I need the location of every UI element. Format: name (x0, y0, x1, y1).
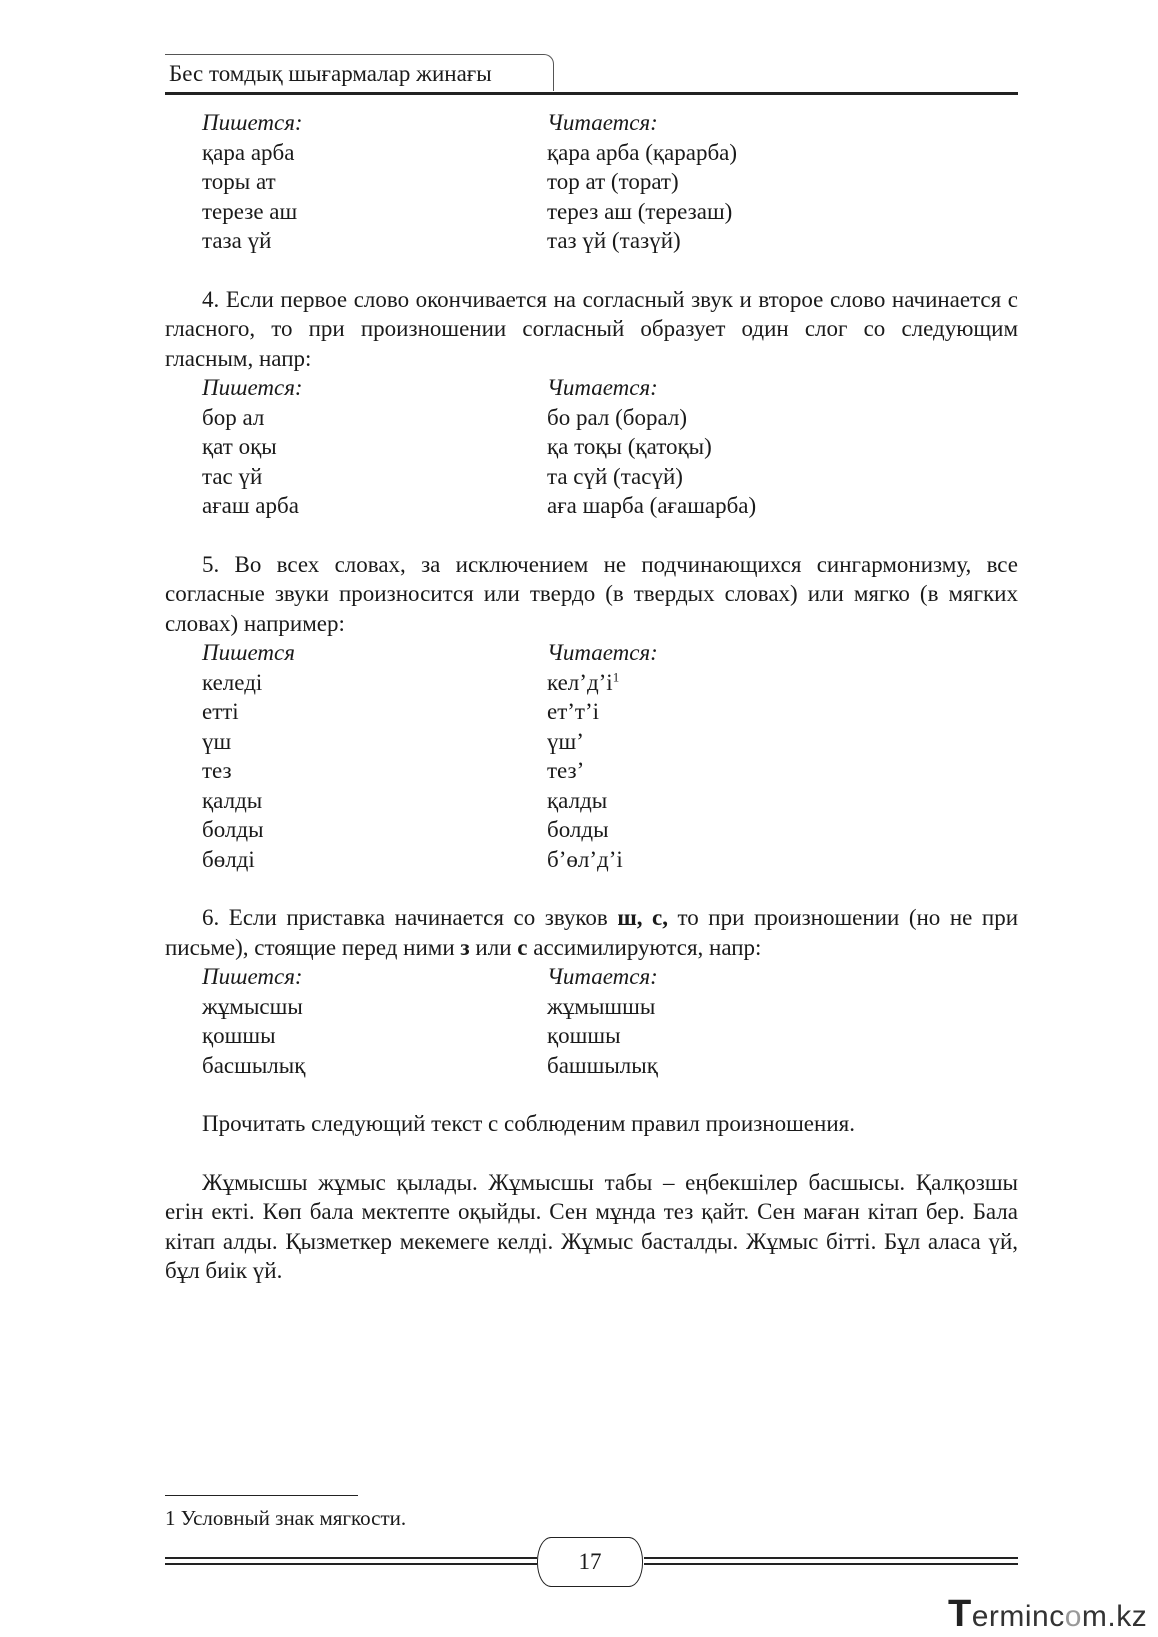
read-form: терез аш (терезаш) (547, 198, 733, 224)
read-form: болды (547, 817, 609, 842)
footnote: 1 Условный знак мягкости. (165, 1506, 407, 1530)
table-row (202, 226, 1018, 256)
read-form: б’өл’д’і (547, 846, 623, 872)
table-row (202, 432, 1018, 462)
table-row (202, 697, 1018, 727)
written-form: терезе аш (202, 198, 298, 224)
rule-6-text: ассимилируются, напр: (527, 934, 762, 960)
book-title: Бес томдық шығармалар жинағы (169, 61, 492, 86)
table-row (202, 815, 1018, 845)
read-form: жұмышшы (547, 993, 656, 1019)
written-form: тез (202, 758, 232, 783)
written-header: Пишется: (202, 964, 303, 989)
table-row (202, 197, 1018, 227)
written-header: Пишется: (202, 375, 303, 400)
written-form: қалды (202, 787, 263, 813)
table-row (202, 491, 1018, 521)
rule-6-bold: ш, с, (617, 905, 668, 930)
read-form: та сүй (тасүй) (547, 463, 683, 489)
footnote-rule (165, 1495, 358, 1496)
table-row (202, 727, 1018, 757)
read-form: ет’т’і (547, 699, 600, 724)
watermark-text: m.kz (1081, 1600, 1148, 1633)
written-form: қара арба (202, 139, 295, 165)
page-footer (165, 1537, 1018, 1589)
read-header: Читается: (547, 375, 658, 400)
footer-rule-left (165, 1557, 537, 1559)
rule-6-text: или (469, 934, 518, 960)
written-form: бөлді (202, 846, 255, 872)
written-form: таза үй (202, 228, 272, 253)
rule-6-bold: з (460, 934, 470, 960)
rule-6-bold: с (517, 934, 528, 960)
header-rule (165, 92, 1018, 95)
read-form-text: кел’д’і (547, 669, 613, 695)
read-form: тор ат (торат) (547, 169, 679, 194)
watermark-text: erminc (971, 1600, 1065, 1633)
example-table-3 (202, 638, 1018, 874)
watermark-letter: T (948, 1593, 972, 1635)
table-row (202, 845, 1018, 875)
footnote-marker: 1 (612, 668, 620, 684)
written-form: торы ат (202, 169, 276, 194)
table-row (202, 1051, 1018, 1081)
read-form: қа тоқы (қатоқы) (547, 434, 712, 459)
instruction-paragraph: Прочитать следующий текст с соблюденим правил произношения. (202, 1111, 855, 1136)
table-row (202, 786, 1018, 816)
watermark-magnifier: o (1064, 1600, 1082, 1633)
running-header (165, 54, 1018, 96)
rule-6-text: 6. Если приставка начинается со звуков (202, 905, 618, 930)
read-form: таз үй (тазүй) (547, 228, 681, 253)
example-table-1 (202, 108, 1018, 256)
read-header: Читается: (547, 640, 658, 665)
read-form: қошшы (547, 1023, 621, 1048)
page-number: 17 (537, 1537, 643, 1587)
table-row (202, 756, 1018, 786)
written-form: жұмысшы (202, 993, 303, 1019)
written-form: басшылық (202, 1052, 306, 1078)
read-form (547, 668, 619, 698)
footer-rule-right (644, 1563, 1018, 1565)
page-content (165, 108, 1018, 1286)
written-header: Пишется: (202, 110, 303, 135)
written-form: етті (202, 699, 239, 724)
rule-6-text: то при произношении (но не при письме), стоящие перед ними (165, 905, 1019, 960)
rule-5-paragraph: 5. Во всех словах, за исключением не подчинающихся сингармонизму, все согласные звуки произносится или твердо (в твердых словах) или мягко (в мягких словах) например: (165, 551, 1018, 636)
table-row (202, 167, 1018, 197)
written-form: келеді (202, 669, 263, 695)
table-header (202, 638, 1018, 668)
table-row (202, 668, 1018, 698)
footer-rule-right (644, 1557, 1018, 1559)
read-header: Читается: (547, 110, 658, 135)
table-header (202, 373, 1018, 403)
read-form: қара арба (қарарба) (547, 139, 738, 165)
table-row (202, 138, 1018, 168)
table-row (202, 403, 1018, 433)
example-table-2 (202, 373, 1018, 521)
table-header (202, 108, 1018, 138)
written-form: тас үй (202, 463, 263, 489)
written-form: ағаш арба (202, 493, 299, 518)
written-form: қат оқы (202, 434, 277, 459)
example-table-4 (202, 962, 1018, 1080)
read-form: тез’ (547, 758, 585, 783)
written-form: болды (202, 817, 264, 842)
table-row (202, 1021, 1018, 1051)
read-form: қалды (547, 787, 608, 813)
site-watermark (948, 1593, 1147, 1636)
table-row (202, 462, 1018, 492)
table-header (202, 962, 1018, 992)
rule-6-paragraph (165, 903, 1018, 962)
table-row (202, 992, 1018, 1022)
read-header: Читается: (547, 964, 658, 989)
footer-rule-left (165, 1563, 537, 1565)
written-form: бор ал (202, 404, 265, 430)
written-form: қошшы (202, 1023, 276, 1048)
written-form: үш (202, 728, 232, 754)
read-form: аға шарба (ағашарба) (547, 493, 757, 518)
read-form: бо рал (борал) (547, 404, 687, 430)
reading-text-paragraph: Жұмысшы жұмыс қылады. Жұмысшы табы – еңбекшілер басшысы. Қалқозшы егін екті. Көп бала мектепте оқыйды. Сен мұнда тез қайт. Сен маған кітап бер. Бала кітап алды. Қызметкер мекемеге келді. Жұмыс басталды. Жұмыс бітті. Бұл аласа үй, бұл биік үй. (165, 1169, 1018, 1283)
read-form: башшылық (547, 1052, 658, 1078)
written-header: Пишется (202, 640, 295, 665)
read-form: үш’ (547, 728, 584, 754)
rule-4-paragraph: 4. Если первое слово окончивается на согласный звук и второе слово начинается с гласного, то при произношении согласный образует один слог со следующим гласным, напр: (165, 286, 1018, 371)
